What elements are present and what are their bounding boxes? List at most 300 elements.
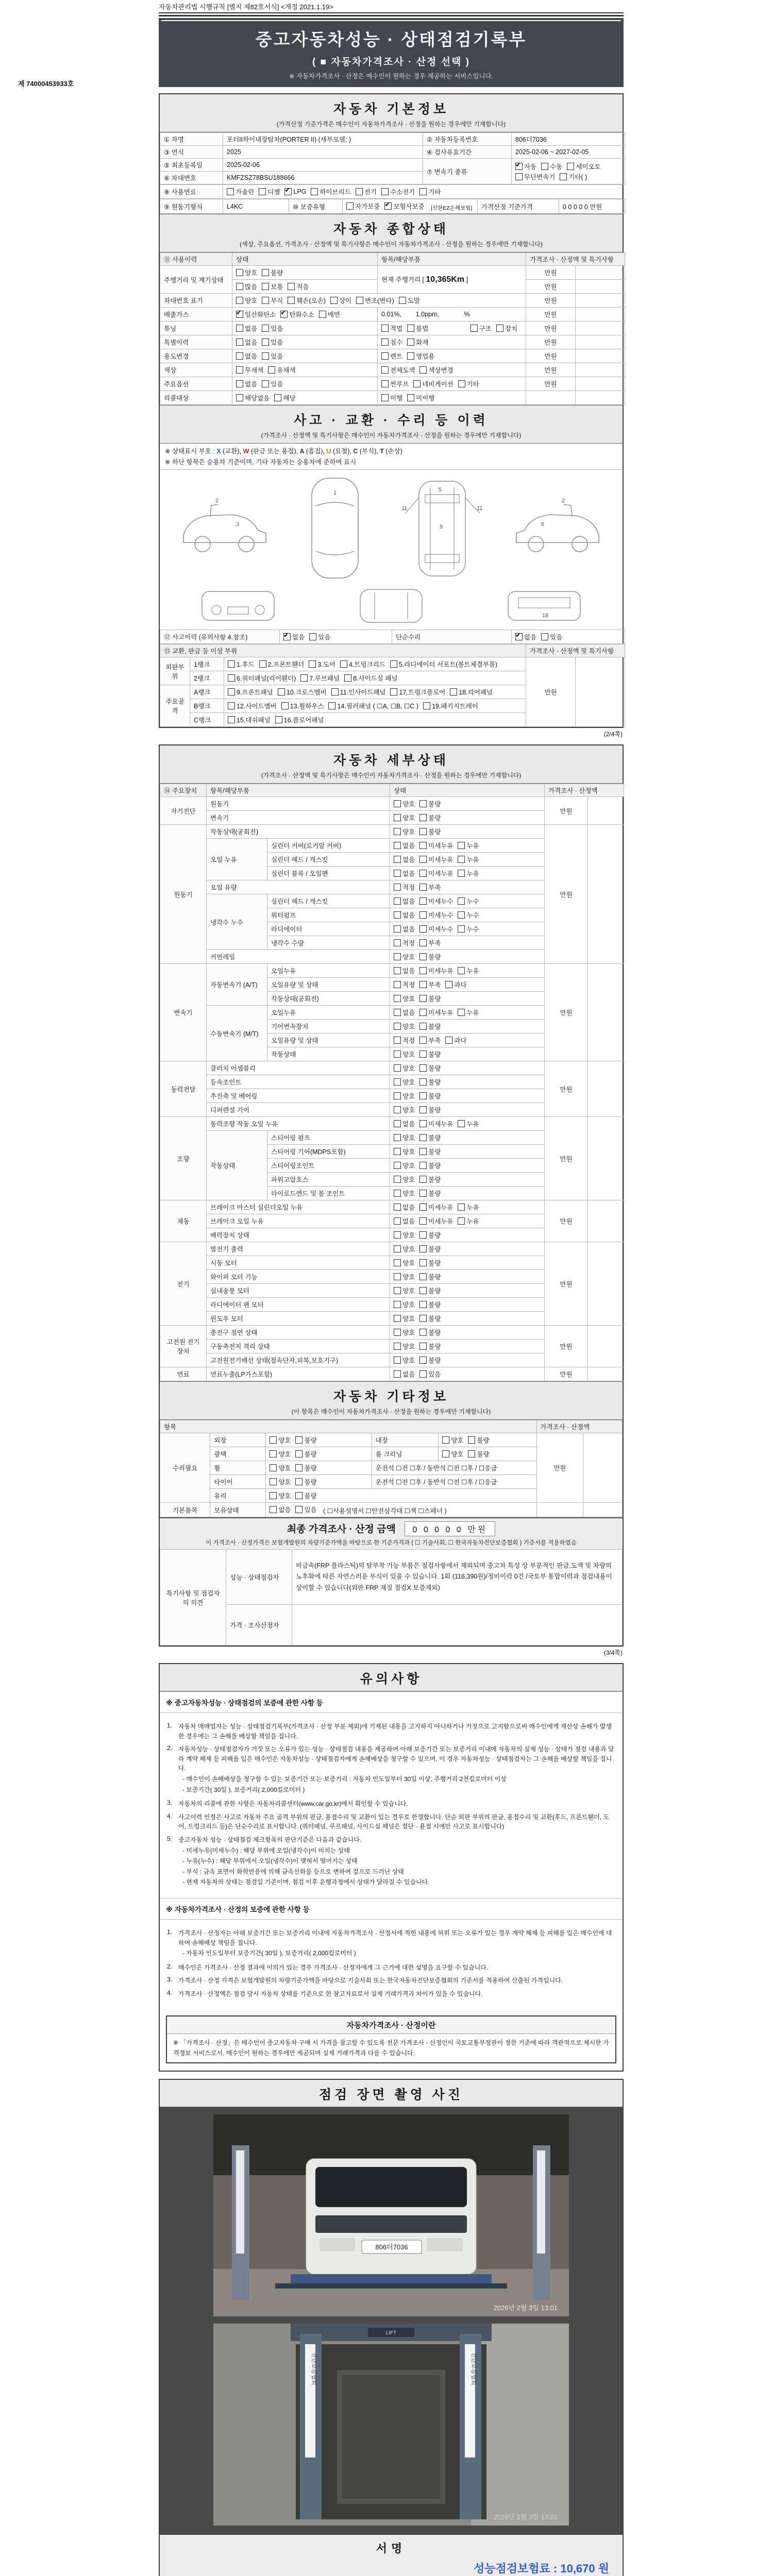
checkbox-label: 양호 [451,1451,464,1458]
checkbox-불량[interactable] [419,1105,441,1114]
checkbox-box-icon [295,1492,303,1499]
checkbox-누유[interactable] [458,1216,479,1226]
checkbox-양호[interactable] [394,994,415,1003]
checkbox-11.인사이드패널[interactable] [331,687,386,697]
checkbox-양호[interactable] [394,1272,415,1281]
diagram-number: 5 [438,487,442,493]
checkbox-box-icon [236,283,243,290]
checkbox-부족[interactable] [419,883,441,892]
checkbox-장치[interactable] [496,324,517,333]
checkbox-불량[interactable] [419,1091,441,1100]
checkbox-양호[interactable] [394,1300,415,1309]
checkbox-box-icon [515,173,523,180]
checkbox-불량[interactable] [295,1463,316,1472]
checkbox-불량[interactable] [295,1435,316,1445]
checkbox-누유[interactable] [458,1119,479,1128]
checkbox-불량[interactable] [419,1314,441,1323]
checkbox-미세누수[interactable] [419,896,453,906]
checkbox-있음[interactable] [541,632,562,641]
checkbox-14.필러패널 ( ☐A, ☐B, ☐C )[interactable] [328,701,418,710]
checkbox-label: 부식 [271,297,283,304]
checkbox-불량[interactable] [419,1258,441,1267]
checkbox-10.크로스멤버[interactable] [278,687,327,697]
checkbox-box-icon [419,842,427,849]
checkbox-양호[interactable] [394,827,415,836]
checkbox-디젤[interactable] [259,187,280,196]
detail-state-options [390,1256,545,1270]
checkbox-미세누유[interactable] [419,841,453,850]
checkbox-일산화탄소[interactable] [236,310,276,319]
checkbox-미세누유[interactable] [419,1008,453,1017]
checkbox-양호[interactable] [394,1077,415,1087]
checkbox-양호[interactable] [270,1435,291,1445]
mileage-note-2 [576,280,625,294]
checkbox-불량[interactable] [419,1300,441,1309]
checkbox-누유[interactable] [458,869,479,878]
checkbox-부족[interactable] [419,938,441,947]
checkbox-무단변속기[interactable] [515,172,555,181]
checkbox-양호[interactable] [270,1477,291,1486]
detail-state-options [390,1298,545,1312]
checkbox-양호[interactable] [394,1230,415,1240]
checkbox-미이행[interactable] [407,393,434,402]
detail-item-label: 구동축전지 격리 상태 [207,1340,390,1353]
etc-col-item: 항목 [160,1420,537,1433]
mileage-prefix: 현재 주행거리 [ [381,276,426,283]
checkbox-불량[interactable] [419,1342,441,1351]
checkbox-무채색[interactable] [236,365,263,375]
checkbox-이행[interactable] [381,393,402,402]
checkbox-있음[interactable] [262,379,283,388]
checkbox-box-icon [423,702,430,709]
checkbox-적정[interactable] [394,980,415,989]
checkbox-box-icon [419,1023,427,1030]
main-frame-label: 주요골격 [160,685,190,727]
detail-item-label: 기어변속장치 [267,1020,390,1033]
checkbox-label: 해당없음 [245,395,270,402]
checkbox-불량[interactable] [419,1147,441,1156]
checkbox-미세누수[interactable] [419,910,453,920]
checkbox-양호[interactable] [394,1189,415,1198]
checkbox-label: 양호 [402,1343,415,1350]
checkbox-13.휠하우스[interactable] [281,701,324,710]
checkbox-수소전기[interactable] [381,187,415,196]
notice-item-text: 가격조사 · 산정액은 점검 당시 자동차 상태를 기준으로 한 참고자료로서 실제 거래가격과 차이가 있을 수 있습니다. [178,1990,483,1997]
page-marker-2: (2/4쪽) [603,731,623,738]
checkbox-자가보증[interactable] [346,201,380,211]
checkbox-양호[interactable] [270,1463,291,1472]
checkbox-미세누수[interactable] [419,924,453,934]
checkbox-불량[interactable] [295,1477,316,1486]
checkbox-없음[interactable] [394,1216,415,1226]
checkbox-box-icon [450,688,457,696]
checkbox-9.프론트패널[interactable] [228,687,273,697]
checkbox-LPG[interactable] [284,188,306,195]
checkbox-없음[interactable] [394,924,415,934]
checkbox-적법[interactable] [381,324,402,333]
notice-item-number: 1. [167,1722,173,1729]
checkbox-없음[interactable] [236,351,257,361]
checkbox-양호[interactable] [236,268,257,277]
checkbox-불량[interactable] [419,813,441,822]
checkbox-불량[interactable] [419,799,441,808]
checkbox-불량[interactable] [419,1189,441,1198]
checkbox-불량[interactable] [468,1449,489,1459]
checkbox-수동[interactable] [541,162,562,171]
checkbox-불량[interactable] [419,1077,441,1087]
checkbox-8.사이드실 패널[interactable] [344,673,397,683]
checkbox-label: 양호 [402,815,415,822]
checkbox-box-icon [419,1190,427,1197]
checkbox-가솔린[interactable] [227,187,254,196]
checkbox-label: 미세누유 [428,1218,453,1225]
rankC-label: C랭크 [190,713,224,727]
detail-group-label: 조향 [160,1117,207,1200]
checkbox-불량[interactable] [419,994,441,1003]
checkbox-미세누유[interactable] [419,1202,453,1212]
inspection-photo-underbody [213,2324,569,2526]
checkbox-전기[interactable] [356,187,377,196]
checkbox-box-icon [394,1204,401,1211]
checkbox-6.쿼터패널(리어휀더)[interactable] [228,673,296,683]
checkbox-렌트[interactable] [381,351,402,361]
checkbox-box-icon [399,297,406,304]
checkbox-없음[interactable] [394,855,415,864]
checkbox-양호[interactable] [394,813,415,822]
checkbox-세미오토[interactable] [567,162,600,171]
checkbox-누유[interactable] [458,1202,479,1212]
checkbox-미세누유[interactable] [419,869,453,878]
checkbox-box-icon [394,1009,401,1016]
checkbox-양호[interactable] [394,1161,415,1170]
checkbox-양호[interactable] [270,1449,291,1459]
checkbox-보험사보증[interactable] [384,201,424,211]
checkbox-기타( )[interactable] [560,172,587,181]
checkbox-훼손(오손)[interactable] [288,296,326,305]
checkbox-양호[interactable] [394,1147,415,1156]
checkbox-box-icon [270,1450,277,1458]
usage-change-label: 용도변경 [160,349,232,363]
checkbox-적정[interactable] [394,1036,415,1045]
checkbox-label: 불량 [428,1274,441,1281]
notice-item [167,1812,615,1832]
overall-col-usage: ⑪ 사용이력 [160,253,232,266]
checkbox-화재[interactable] [407,337,428,347]
checkbox-불량[interactable] [419,1328,441,1337]
checkbox-양호[interactable] [394,1175,415,1184]
hold-state-label: 보유상태 [210,1503,266,1517]
checkbox-양호[interactable] [394,1314,415,1323]
tuning-kind [470,323,522,333]
checkbox-있음[interactable] [262,351,283,361]
checkbox-없음[interactable] [394,869,415,878]
photos-title: 점검 장면 촬영 사진 [318,2087,464,2102]
transmission-options-row2 [515,172,621,182]
checkbox-전체도색[interactable] [381,365,415,375]
checkbox-label: 유채색 [277,367,296,374]
glass-state [266,1489,536,1503]
checkbox-없음[interactable] [236,379,257,388]
notice-item-text: 중고자동차 성능 · 상태점검 체크항목의 판단기준은 다음과 같습니다. - 미세누유(미세누수) : 해당 부위에 오일(냉각수)이 비치는 상태 - 누유(누수) : 해당 부위에서 오일(냉각수)이 맺혀서 떨어지는 상태 - 부식 : 금속 표면이 화학반응에 의해 금속산화물 등으로 변하여 겉으로 드러난 상태 - 현재 자동차의 상태는 점검일 기준이며, 점검 이후 운행과정에서 상태가 달라질 수 있습니다. [178,1835,430,1888]
checkbox-과다[interactable] [445,980,466,989]
checkbox-box-icon [319,311,326,318]
checkbox-2.프론트휀더[interactable] [259,659,305,669]
checkbox-누유[interactable] [458,1008,479,1017]
notice-item [167,1799,615,1809]
checkbox-양호[interactable] [394,1328,415,1337]
detail-state-options [390,811,545,825]
checkbox-미세누유[interactable] [419,855,453,864]
checkbox-불량[interactable] [419,1244,441,1253]
checkbox-없음[interactable] [394,1008,415,1017]
checkbox-없음[interactable] [394,1369,415,1379]
detail-group-label: 고전원 전기장치 [160,1326,207,1367]
basic-items-note [583,1503,623,1517]
checkbox-불량[interactable] [419,1355,441,1365]
checkbox-box-icon [394,1259,401,1266]
checkbox-많음[interactable] [236,282,257,291]
checkbox-부족[interactable] [419,1036,441,1045]
checkbox-label: 침수 [390,339,403,346]
checkbox-불량[interactable] [419,1286,441,1295]
checkbox-구조[interactable] [470,324,492,333]
checkbox-있음[interactable] [262,324,283,333]
checkbox-불량[interactable] [262,268,283,277]
checkbox-색상변경[interactable] [419,365,453,375]
checkbox-box-icon [419,1092,427,1099]
checkbox-없음[interactable] [394,966,415,975]
checkbox-양호[interactable] [270,1491,291,1500]
checkbox-양호[interactable] [394,952,415,961]
checkbox-box-icon [262,269,269,276]
checkbox-label: 양호 [402,1093,415,1100]
checkbox-4.트렁크리드[interactable] [340,659,385,669]
checkbox-변조(변타)[interactable] [356,296,394,305]
checkbox-box-icon [227,188,234,195]
checkbox-없음[interactable] [236,324,257,333]
checkbox-침수[interactable] [381,337,402,347]
checkbox-적정[interactable] [394,883,415,892]
checkbox-label: 양호 [402,1148,415,1156]
overall-state-table [160,252,625,405]
checkbox-16.플로어패널[interactable] [275,715,324,724]
checkbox-label: 있음 [318,634,331,641]
detail-state-options [390,1020,545,1033]
notice-item [167,1835,615,1888]
checkbox-있음[interactable] [295,1505,316,1514]
checkbox-누유[interactable] [458,841,479,850]
checkbox-양호[interactable] [394,1355,415,1365]
warranty-label: ⑩ 보증유형 [289,199,343,214]
checkbox-label: 불량 [428,995,441,1003]
main-option-note [576,377,625,391]
document-subtitle: ( ■ 자동차가격조사 · 산정 선택 ) [312,57,470,67]
checkbox-양호[interactable] [442,1449,463,1459]
checkbox-box-icon [268,366,275,374]
checkbox-양호[interactable] [394,1244,415,1253]
checkbox-누수[interactable] [458,924,479,934]
outer-panel-label: 외판부위 [160,657,190,685]
checkbox-양호[interactable] [442,1435,463,1445]
detail-price: 만원 [545,1117,588,1200]
checkbox-label: 누유 [466,1204,479,1211]
checkbox-있음[interactable] [262,337,283,347]
checkbox-17.트렁크플로어[interactable] [390,687,445,697]
checkbox-해당없음[interactable] [236,393,270,402]
checkbox-탄화수소[interactable] [280,310,314,319]
checkbox-불량[interactable] [295,1491,316,1500]
checkbox-label: 누유 [466,1009,479,1016]
checkbox-box-icon [394,1190,401,1197]
checkbox-없음[interactable] [394,1119,415,1128]
checkbox-부족[interactable] [419,980,441,989]
checkbox-양호[interactable] [394,799,415,808]
checkbox-box-icon [236,366,243,374]
checkbox-있음[interactable] [309,632,330,641]
checkbox-썬루프[interactable] [381,379,409,388]
checkbox-양호[interactable] [394,1022,415,1031]
detail-state-options [390,1075,545,1089]
checkbox-자동[interactable] [515,162,536,171]
state-code-letter: U [326,448,331,455]
checkbox-18.리어패널[interactable] [450,687,493,697]
checkbox-양호[interactable] [394,1286,415,1295]
checkbox-5.라디에이터 서포트(볼트체결부품)[interactable] [390,659,497,669]
checkbox-label: 없음 [402,1218,415,1225]
checkbox-box-icon [407,352,414,360]
checkbox-양호[interactable] [394,1063,415,1073]
checkbox-19.패키지트레이[interactable] [423,701,478,710]
detail-state-options [390,1312,545,1326]
checkbox-없음[interactable] [236,337,257,347]
rank1-options [224,657,526,671]
checkbox-양호[interactable] [394,1105,415,1114]
checkbox-없음[interactable] [270,1505,291,1514]
checkbox-누유[interactable] [458,855,479,864]
checkbox-누수[interactable] [458,896,479,906]
checkbox-네비게이션[interactable] [413,379,453,388]
checkbox-box-icon [228,674,235,682]
checkbox-해당[interactable] [274,393,295,402]
checkbox-없음[interactable] [394,1202,415,1212]
detail-item-label: 충전구 절연 상태 [207,1326,390,1340]
checkbox-과다[interactable] [445,1036,466,1045]
mileage-item [378,266,526,294]
warranty-options [343,199,478,214]
checkbox-없음[interactable] [394,910,415,920]
checkbox-label: 불량 [428,1079,441,1086]
checkbox-label: 불량 [428,1051,441,1058]
checkbox-label: 부족 [428,981,441,989]
checkbox-누수[interactable] [458,910,479,920]
detail-item-label: 커먼레일 [207,950,390,964]
signature-title: 서명 [376,2541,407,2555]
checkbox-없음[interactable] [394,841,415,850]
checkbox-도말[interactable] [399,296,420,305]
checkbox-매연[interactable] [319,310,340,319]
checkbox-불량[interactable] [419,1133,441,1142]
checkbox-적정[interactable] [394,938,415,947]
checkbox-불량[interactable] [295,1449,316,1459]
checkbox-양호[interactable] [394,1049,415,1059]
checkbox-누유[interactable] [458,966,479,975]
checkbox-불량[interactable] [419,1063,441,1073]
checkbox-불량[interactable] [468,1435,489,1445]
overall-col-state: 상태 [232,253,378,266]
checkbox-label: 양호 [402,1232,415,1239]
checkbox-box-icon [309,660,316,668]
checkbox-불량[interactable] [419,952,441,961]
checkbox-불량[interactable] [419,1230,441,1240]
checkbox-보통[interactable] [262,282,283,291]
checkbox-기타[interactable] [419,187,441,196]
checkbox-불량[interactable] [419,1022,441,1031]
checkbox-양호[interactable] [394,1258,415,1267]
notice-item [167,1976,615,1986]
checkbox-미세누유[interactable] [419,1119,453,1128]
detail-item-label: 오일유량 및 상태 [267,1033,390,1047]
checkbox-box-icon [274,394,281,401]
checkbox-불량[interactable] [419,1049,441,1059]
checkbox-label: 1.후드 [237,661,255,668]
checkbox-부식[interactable] [262,296,283,305]
checkbox-불량[interactable] [419,1272,441,1281]
notice-item-text: 가격조사 · 산정자는 아래 보증기간 또는 보증거리 이내에 자동차가격조사 · 산정서에 적힌 내용에 허위 또는 오류가 있는 경우 계약 해제 등 피해를 입은 매수인에 대하여 손해배상 책임을 집니다. - 자동차 인도일부터 보증기간( 30일 ), 보증거리( 2,000킬로미터 ) [178,1928,615,1959]
checkbox-box-icon [394,842,401,849]
notice-item [167,1744,615,1795]
checkbox-있음[interactable] [419,1369,441,1379]
checkbox-양호[interactable] [394,1133,415,1142]
checkbox-없음[interactable] [283,632,305,641]
checkbox-상이[interactable] [330,296,351,305]
checkbox-적음[interactable] [288,282,309,291]
checkbox-box-icon [458,967,465,974]
detail-sub-label: 수동변속기 (M/T) [207,1006,267,1061]
checkbox-양호[interactable] [394,1091,415,1100]
rank-table [160,644,625,727]
checkbox-3.도어[interactable] [309,659,335,669]
checkbox-양호[interactable] [236,296,257,305]
checkbox-영업용[interactable] [407,351,434,361]
checkbox-불량[interactable] [419,1175,441,1184]
checkbox-불법[interactable] [407,324,428,333]
checkbox-label: 부족 [428,940,441,947]
checkbox-box-icon [496,325,503,332]
checkbox-미세누유[interactable] [419,1216,453,1226]
checkbox-15.대쉬패널[interactable] [228,715,271,724]
checkbox-1.후드[interactable] [228,659,255,669]
checkbox-미세누유[interactable] [419,966,453,975]
checkbox-불량[interactable] [419,1161,441,1170]
checkbox-불량[interactable] [419,827,441,836]
notice-item-subtext: - 매수인이 손해배상을 청구할 수 있는 보증기간 또는 보증거리 : 자동차 인도일부터 30일 이상, 주행거리 2천킬로미터 이상 [182,1775,507,1783]
checkbox-12.사이드멤버[interactable] [228,701,277,710]
checkbox-기타[interactable] [458,379,479,388]
mileage-suffix: ] [464,276,468,283]
checkbox-하이브리드[interactable] [311,187,350,196]
notice-section1-title: ※ 중고자동차성능 · 상태점검의 보증에 관한 사항 등 [160,1691,623,1713]
checkbox-양호[interactable] [394,1342,415,1351]
reg-no-label: ② 자동차등록번호 [423,133,512,146]
checkbox-유채색[interactable] [268,365,295,375]
checkbox-7.루브패널[interactable] [300,673,340,683]
rank-price-header: 가격조사 · 산정액 및 특기사항 [526,645,625,657]
diagram-number: 11 [401,505,408,512]
checkbox-없음[interactable] [394,896,415,906]
checkbox-label: 없음 [245,325,258,332]
checkbox-없음[interactable] [515,632,536,641]
valid-label: ④ 검사유효기간 [423,146,512,159]
